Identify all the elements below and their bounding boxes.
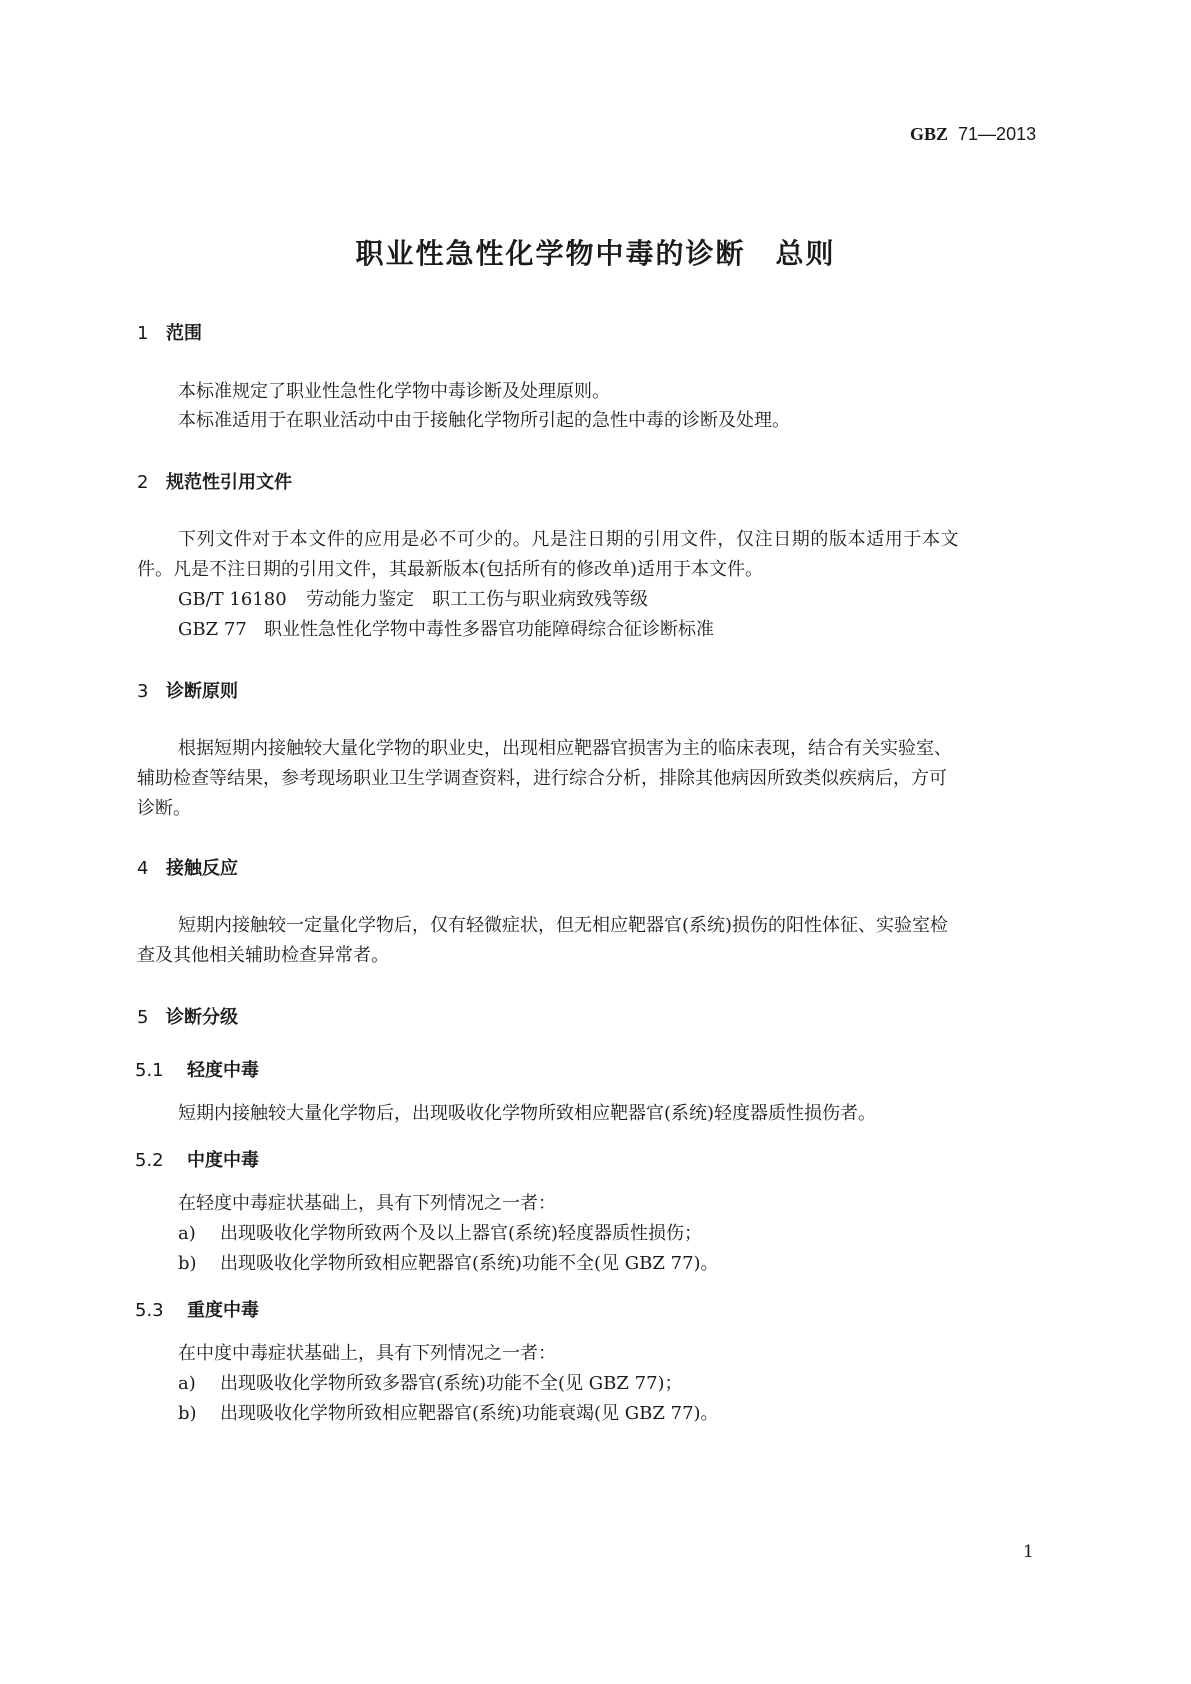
subsection-number: 5.3 xyxy=(135,1300,164,1321)
section-title: 诊断原则 xyxy=(166,681,238,702)
list-item-label: a) xyxy=(178,1373,196,1394)
standard-code xyxy=(910,124,1036,145)
section-number: 5 xyxy=(137,1007,149,1028)
paragraph: 在轻度中毒症状基础上，具有下列情况之一者： xyxy=(178,1193,556,1214)
paragraph: 短期内接触较大量化学物后，出现吸收化学物所致相应靶器官(系统)轻度器质性损伤者。 xyxy=(178,1103,877,1124)
reference-title: 劳动能力鉴定 职工工伤与职业病致残等级 xyxy=(306,589,648,610)
section-3-heading xyxy=(137,677,238,703)
paragraph: 本标准适用于在职业活动中由于接触化学物所引起的急性中毒的诊断及处理。 xyxy=(178,410,790,431)
subsection-number: 5.1 xyxy=(135,1060,164,1081)
page-number: 1 xyxy=(1023,1542,1034,1562)
subsection-number: 5.2 xyxy=(135,1150,164,1171)
section-4-heading xyxy=(137,854,238,880)
subsection-5-1-heading xyxy=(135,1056,259,1082)
document-title: 职业性急性化学物中毒的诊断 总则 xyxy=(355,237,836,270)
paragraph: 辅助检查等结果，参考现场职业卫生学调查资料，进行综合分析，排除其他病因所致类似疾病后，方可 xyxy=(137,768,947,789)
section-number: 3 xyxy=(137,681,149,702)
list-item xyxy=(178,1219,702,1245)
list-item-label: b) xyxy=(178,1403,197,1424)
section-number: 1 xyxy=(137,323,149,344)
paragraph: 在中度中毒症状基础上，具有下列情况之一者： xyxy=(178,1343,556,1364)
section-number: 4 xyxy=(137,858,149,879)
paragraph: 查及其他相关辅助检查异常者。 xyxy=(137,945,389,966)
normative-reference xyxy=(178,615,714,641)
section-title: 规范性引用文件 xyxy=(166,472,292,493)
section-2-heading xyxy=(137,468,292,494)
reference-code: GBZ 77 xyxy=(178,619,247,640)
paragraph: 短期内接触较一定量化学物后，仅有轻微症状，但无相应靶器官(系统)损伤的阳性体征、实验室检 xyxy=(178,915,949,936)
normative-reference xyxy=(178,585,648,611)
list-item-text: 出现吸收化学物所致多器官(系统)功能不全(见 GBZ 77)； xyxy=(220,1373,683,1394)
list-item xyxy=(178,1369,683,1395)
standard-prefix: GBZ xyxy=(910,124,949,144)
list-item-label: a) xyxy=(178,1223,196,1244)
paragraph: 下列文件对于本文件的应用是必不可少的。凡是注日期的引用文件，仅注日期的版本适用于本文 xyxy=(178,529,960,550)
standard-number: 71—2013 xyxy=(958,124,1037,144)
subsection-5-2-heading xyxy=(135,1146,259,1172)
section-title: 范围 xyxy=(166,323,202,344)
list-item-text: 出现吸收化学物所致相应靶器官(系统)功能不全(见 GBZ 77)。 xyxy=(220,1253,719,1274)
paragraph: 本标准规定了职业性急性化学物中毒诊断及处理原则。 xyxy=(178,381,610,402)
list-item-text: 出现吸收化学物所致两个及以上器官(系统)轻度器质性损伤； xyxy=(220,1223,703,1244)
section-5-heading xyxy=(137,1003,238,1029)
list-item-text: 出现吸收化学物所致相应靶器官(系统)功能衰竭(见 GBZ 77)。 xyxy=(220,1403,719,1424)
subsection-title: 重度中毒 xyxy=(187,1300,259,1321)
reference-title: 职业性急性化学物中毒性多器官功能障碍综合征诊断标准 xyxy=(264,619,714,640)
subsection-5-3-heading xyxy=(135,1296,259,1322)
list-item-label: b) xyxy=(178,1253,197,1274)
section-1-heading xyxy=(137,319,202,345)
paragraph: 件。凡是不注日期的引用文件，其最新版本(包括所有的修改单)适用于本文件。 xyxy=(137,559,764,580)
paragraph: 诊断。 xyxy=(137,798,191,819)
paragraph: 根据短期内接触较大量化学物的职业史，出现相应靶器官损害为主的临床表现，结合有关实验室、 xyxy=(178,738,952,759)
list-item xyxy=(178,1399,719,1425)
subsection-title: 轻度中毒 xyxy=(187,1060,259,1081)
reference-code: GB/T 16180 xyxy=(178,589,287,610)
list-item xyxy=(178,1249,719,1275)
section-title: 诊断分级 xyxy=(166,1007,238,1028)
section-number: 2 xyxy=(137,472,149,493)
subsection-title: 中度中毒 xyxy=(187,1150,259,1171)
section-title: 接触反应 xyxy=(166,858,238,879)
